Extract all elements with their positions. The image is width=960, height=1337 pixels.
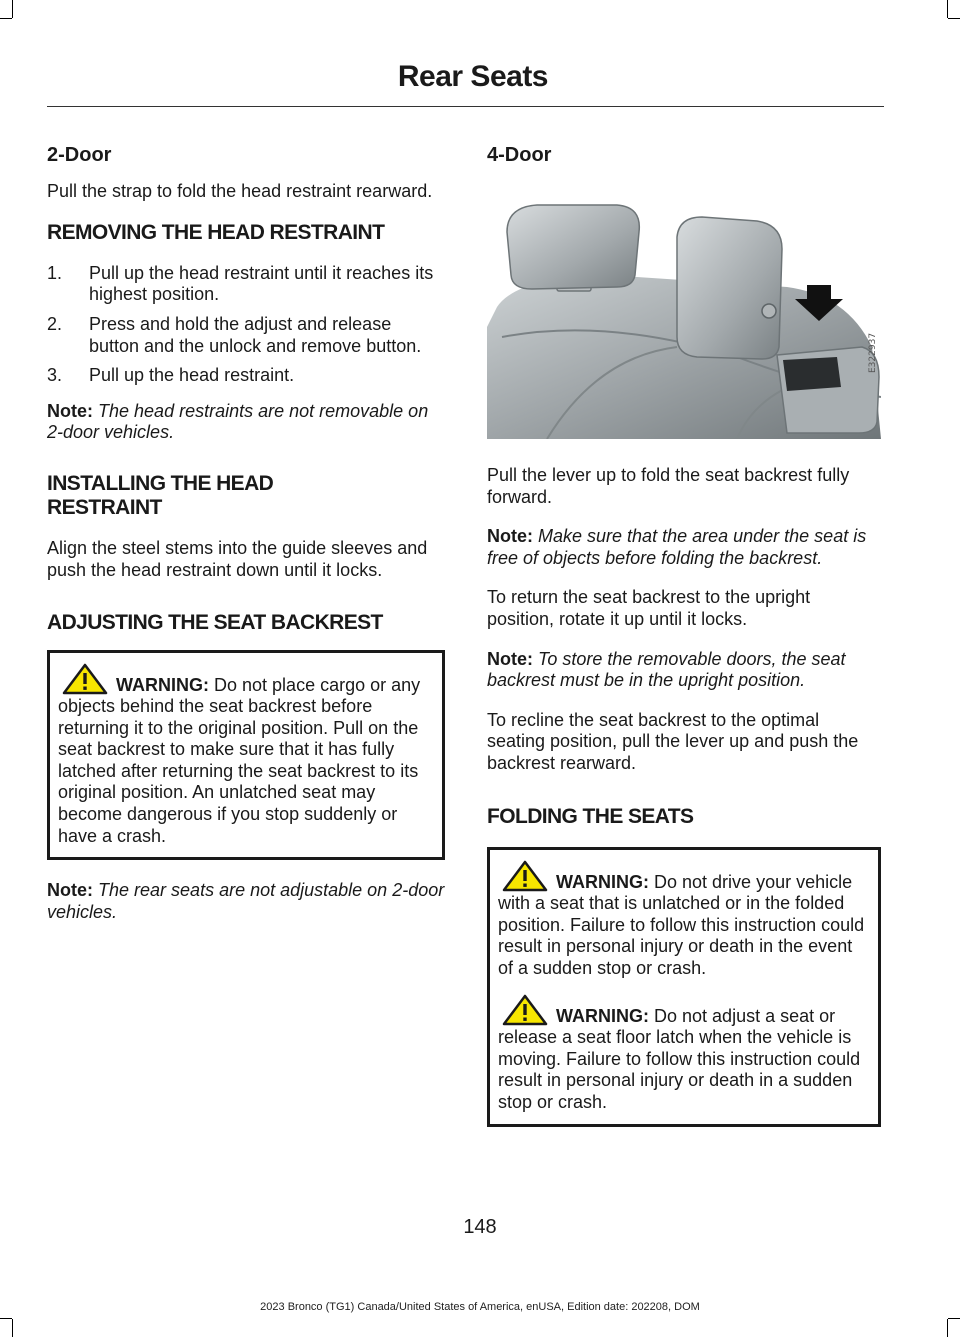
note-label: Note: <box>487 648 533 669</box>
two-door-text: Pull the strap to fold the head restraint rearward. <box>47 181 433 201</box>
figure-code: E322937 <box>868 332 878 373</box>
crop-mark <box>947 0 948 18</box>
note-label: Note: <box>47 400 93 421</box>
note-text: To store the removable doors, the seat backrest must be in the upright position. <box>487 648 846 691</box>
warning-label: WARNING: <box>556 871 649 892</box>
lever-text: Pull the lever up to fold the seat backrest fully forward. <box>487 465 850 507</box>
two-door-heading: 2-Door <box>47 144 112 166</box>
removing-steps <box>47 263 445 387</box>
crop-mark <box>12 1319 13 1337</box>
warning-label: WARNING: <box>556 1005 649 1026</box>
right-column <box>487 144 881 1147</box>
note-store-doors <box>487 649 881 692</box>
list-item: 2. Press and hold the adjust and release button and the unlock and remove button. <box>47 313 422 356</box>
note-text: The rear seats are not adjustable on 2-door vehicles. <box>47 880 445 922</box>
installing-heading: INSTALLING THE HEAD RESTRAINT <box>47 471 274 520</box>
crop-mark <box>948 1318 960 1319</box>
adjusting-note <box>47 880 445 923</box>
warning-text: Do not place cargo or any objects behind the seat backrest before returning it to the original position. Pull on the seat backrest to make sure that it has fully latched after returning the seat backrest to its original position. An unlatched seat may become dangerous if you stop suddenly or have a crash. <box>58 674 421 846</box>
note-label: Note: <box>47 880 93 901</box>
crop-mark <box>0 1318 12 1319</box>
crop-mark <box>947 1319 948 1337</box>
four-door-heading: 4-Door <box>487 144 552 166</box>
warning-triangle-icon <box>502 860 548 892</box>
rear-seat-image <box>487 177 881 439</box>
warning-triangle-icon <box>502 994 548 1026</box>
note-make-sure <box>487 526 881 569</box>
return-text: To return the seat backrest to the upright position, rotate it up until it locks. <box>487 587 811 629</box>
recline-text: To recline the seat backrest to the optimal seating position, pull the lever up and push the backrest rearward. <box>487 709 859 773</box>
installing-text: Align the steel stems into the guide sleeves and push the head restraint down until it locks. <box>47 538 428 580</box>
list-item: 3. Pull up the head restraint. <box>47 365 295 386</box>
page-number: 148 <box>463 1216 497 1238</box>
warning-box <box>487 847 881 1127</box>
adjusting-heading: ADJUSTING THE SEAT BACKREST <box>47 611 383 635</box>
crop-mark <box>12 0 13 18</box>
seat-backrest-illustration <box>487 177 881 439</box>
left-column <box>47 144 445 941</box>
removing-heading: REMOVING THE HEAD RESTRAINT <box>47 220 385 244</box>
crop-mark <box>948 18 960 19</box>
note-label: Note: <box>487 526 533 547</box>
warning-triangle-icon <box>62 663 108 695</box>
crop-mark <box>0 18 12 19</box>
page-title: Rear Seats <box>397 60 548 93</box>
footer-edition-info: 2023 Bronco (TG1) Canada/United States of America, enUSA, Edition date: 202208, DOM <box>260 1301 700 1313</box>
note-text: Make sure that the area under the seat is free of objects before folding the backrest. <box>487 526 867 568</box>
folding-heading: FOLDING THE SEATS <box>487 804 694 828</box>
note-text: The head restraints are not removable on 2-door vehicles. <box>47 400 429 443</box>
removing-note <box>47 401 445 444</box>
warning-text: Do not drive your vehicle with a seat that is unlatched or in the folded position. Failure to follow this instruction could result in personal injury or death in the event of a sudden stop or crash. <box>498 871 865 979</box>
header-divider <box>47 106 884 107</box>
warning-box <box>47 650 445 861</box>
warning-label: WARNING: <box>116 674 209 695</box>
list-item: 1. Pull up the head restraint until it reaches its highest position. <box>47 262 434 305</box>
warning-text: Do not adjust a seat or release a seat floor latch when the vehicle is moving. Failure to follow this instruction could result in personal injury or death in a sudden stop or crash. <box>498 1005 861 1113</box>
